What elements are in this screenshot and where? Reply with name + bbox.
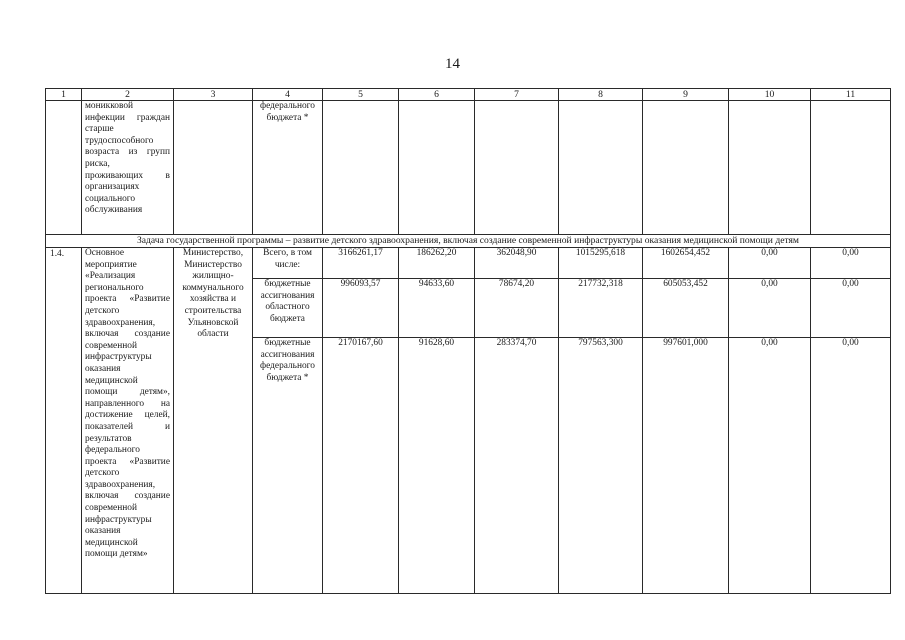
source-regional: бюджетные ассигнования областного бюджета [253, 279, 323, 338]
value-cell: 0,00 [811, 279, 891, 338]
col-header-4: 4 [253, 89, 323, 101]
col-header-2: 2 [82, 89, 174, 101]
value-cell: 0,00 [729, 338, 811, 594]
budget-table [45, 88, 891, 594]
col-header-5: 5 [323, 89, 399, 101]
value-cell: 1602654,452 [643, 248, 729, 279]
column-number-row [46, 89, 891, 101]
item-row-total [46, 248, 891, 279]
value-cell: 0,00 [811, 248, 891, 279]
item-name: Основное мероприятие «Реализация регионального проекта «Развитие детского здравоохранения, включая создание современной инфраструктуры оказания медицинской помощи детям», направленного на достижение целей, показателей и результатов федерального проекта «Развитие детского здравоохранения, включая создание современной инфраструктуры оказания медицинской помощи детям» [82, 248, 174, 594]
col-header-8: 8 [559, 89, 643, 101]
value-cell: 797563,300 [559, 338, 643, 594]
col-header-11: 11 [811, 89, 891, 101]
col-header-3: 3 [174, 89, 253, 101]
value-cell: 78674,20 [475, 279, 559, 338]
value-cell: 0,00 [811, 338, 891, 594]
col-header-9: 9 [643, 89, 729, 101]
value-cell: 997601,000 [643, 338, 729, 594]
col-header-7: 7 [475, 89, 559, 101]
value-cell: 217732,318 [559, 279, 643, 338]
continuation-name: моникковой инфекции граждан старше трудоспособного возраста из групп риска, проживающих в организациях социального обслуживания [82, 101, 174, 235]
col-header-1: 1 [46, 89, 82, 101]
value-cell: 1015295,618 [559, 248, 643, 279]
value-cell: 94633,60 [399, 279, 475, 338]
continuation-source: федерального бюджета * [253, 101, 323, 235]
value-cell: 186262,20 [399, 248, 475, 279]
source-federal: бюджетные ассигнования федерального бюджета * [253, 338, 323, 594]
value-cell: 91628,60 [399, 338, 475, 594]
value-cell: 283374,70 [475, 338, 559, 594]
item-number: 1.4. [46, 248, 82, 594]
value-cell: 362048,90 [475, 248, 559, 279]
continuation-row [46, 101, 891, 235]
source-total: Всего, в том числе: [253, 248, 323, 279]
task-heading: Задача государственной программы – развитие детского здравоохранения, включая создание современной инфраструктуры оказания медицинской помощи детям [46, 235, 891, 248]
value-cell: 2170167,60 [323, 338, 399, 594]
value-cell: 996093,57 [323, 279, 399, 338]
col-header-10: 10 [729, 89, 811, 101]
item-executors: Министерство, Министерство жилищно-коммунального хозяйства и строительства Ульяновской области [174, 248, 253, 594]
task-row [46, 235, 891, 248]
value-cell: 605053,452 [643, 279, 729, 338]
value-cell: 0,00 [729, 279, 811, 338]
value-cell: 3166261,17 [323, 248, 399, 279]
value-cell: 0,00 [729, 248, 811, 279]
page-number: 14 [445, 56, 460, 72]
col-header-6: 6 [399, 89, 475, 101]
